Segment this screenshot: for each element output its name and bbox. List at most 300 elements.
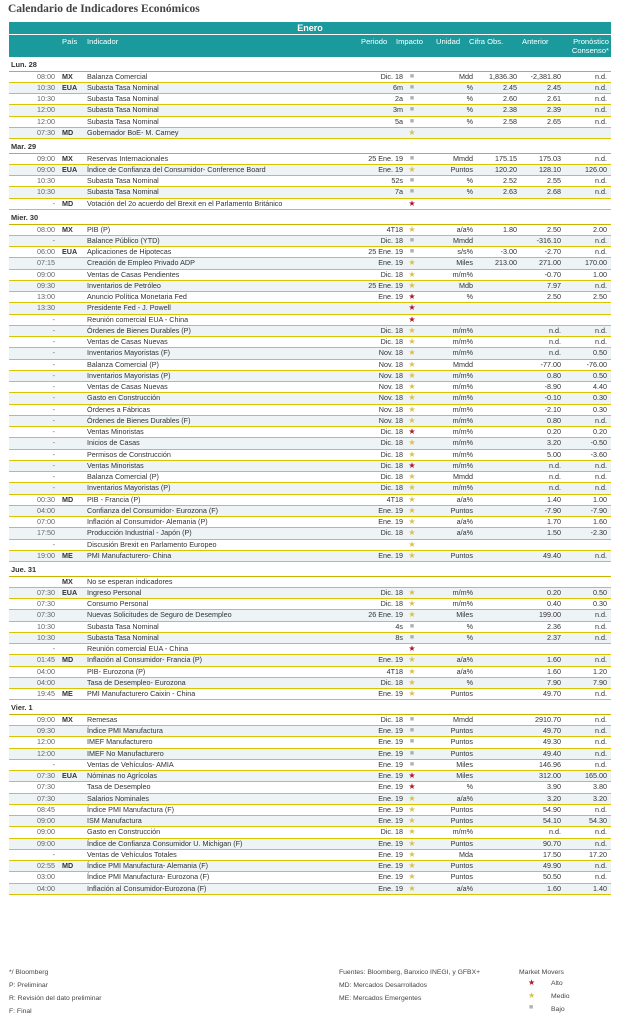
row-time: 17:50 [37,528,55,538]
header-cifra: Cifra Obs. [469,37,504,46]
row-indicador: Índice PMI Manufactura- Eurozona (F) [87,872,210,882]
row-pais: MD [62,127,74,137]
row-anterior: 3.20 [547,438,561,448]
row-indicador: Gobernador BoE- M. Carney [87,127,179,137]
table-row [9,360,611,371]
row-indicador: ISM Manufactura [87,816,142,826]
row-indicador: PIB (P) [87,224,111,234]
row-periodo: Dic. 18 [380,460,403,470]
row-indicador: Inflación al Consumidor-Eurozona (F) [87,883,207,893]
row-anterior: 7.90 [547,677,561,687]
row-anterior: -8.90 [544,382,561,392]
row-anterior: 49.70 [543,726,561,736]
table-row [9,726,611,737]
impact-medium-star-icon: ★ [408,838,416,848]
row-time: - [52,427,55,437]
row-indicador: Subasta Tasa Nominal [87,187,159,197]
row-pronostico: n.d. [595,116,607,126]
impact-medium-star-icon: ★ [408,393,416,403]
row-anterior: 175.03 [539,153,561,163]
row-unidad: % [466,105,473,115]
row-pronostico: n.d. [595,325,607,335]
row-anterior: 1.60 [547,655,561,665]
row-cifra-obs: 175.15 [495,153,517,163]
table-row [9,117,611,128]
row-pronostico: n.d. [595,714,607,724]
row-unidad: % [466,632,473,642]
impact-low-icon: ■ [409,760,415,768]
row-anterior: -77.00 [540,359,561,369]
impact-medium-star-icon: ★ [408,404,416,414]
table-row [9,839,611,850]
table-row [9,599,611,610]
table-row [9,540,611,551]
row-time: 08:00 [37,224,55,234]
row-indicador: IMEF Manufacturero [87,737,153,747]
row-periodo: Dic. 18 [380,599,403,609]
row-time: 04:00 [37,505,55,515]
row-periodo: Dic. 18 [380,438,403,448]
row-time: 07:00 [37,517,55,527]
row-periodo: Dic. 18 [380,71,403,81]
row-anterior: 0.80 [547,370,561,380]
legend-title: Market Movers [519,969,564,976]
row-pronostico: 0.50 [593,587,607,597]
row-pais: MX [62,71,73,81]
row-periodo: Dic. 18 [380,325,403,335]
impact-low-icon: ■ [409,188,415,196]
table-row [9,588,611,599]
row-anterior: n.d. [549,827,561,837]
row-pronostico: n.d. [595,621,607,631]
row-periodo: 4T18 [386,224,403,234]
row-pronostico: n.d. [595,235,607,245]
row-anterior: 1.60 [547,666,561,676]
row-pais: MX [62,224,73,234]
row-time: 07:30 [37,610,55,620]
row-indicador: Reunión comercial EUA - China [87,314,189,324]
row-pronostico: n.d. [595,105,607,115]
row-pronostico: n.d. [595,861,607,871]
table-row [9,337,611,348]
impact-low-icon: ■ [409,72,415,80]
row-pronostico: -76.00 [586,359,607,369]
row-indicador: Producción Industrial - Japón (P) [87,528,192,538]
row-anterior: -2.70 [544,247,561,257]
row-pronostico: 3.20 [593,793,607,803]
table-row [9,416,611,427]
row-cifra-obs: 2.45 [503,82,517,92]
row-pais: MD [62,494,74,504]
row-pais: EUA [62,771,78,781]
row-indicador: Votación del 2o acuerdo del Brexit en el Parlamento Británico [87,198,283,208]
row-periodo: Dic. 18 [380,587,403,597]
row-periodo: Ene. 19 [378,258,403,268]
day-header: Mar. 29 [9,141,611,154]
row-unidad: m/m% [452,438,473,448]
table-row [9,382,611,393]
impact-medium-star-icon: ★ [408,587,416,597]
row-time: 04:00 [37,883,55,893]
row-indicador: Ventas Minoristas [87,460,144,470]
footnote-me: ME: Mercados Emergentes [339,995,422,1002]
table-row [9,805,611,816]
row-pais: EUA [62,82,78,92]
row-periodo: 4T18 [386,494,403,504]
header-unidad: Unidad [436,37,461,46]
row-unidad: m/m% [452,483,473,493]
row-unidad: Miles [456,258,473,268]
row-pronostico: n.d. [595,337,607,347]
row-periodo: Ene. 19 [378,793,403,803]
row-anterior: 49.30 [543,737,561,747]
impact-medium-star-icon: ★ [408,382,416,392]
row-periodo: Ene. 19 [378,737,403,747]
impact-medium-star-icon: ★ [408,517,416,527]
row-pronostico: 0.50 [593,348,607,358]
row-anterior: 3.90 [547,782,561,792]
row-indicador: Presidente Fed - J. Powell [87,303,171,313]
row-time: 13:30 [37,303,55,313]
row-unidad: Puntos [450,838,473,848]
impact-medium-star-icon: ★ [408,449,416,459]
row-indicador: Índice PMI Manufactura- Alemania (F) [87,861,209,871]
row-indicador: Confianza del Consumidor- Eurozona (F) [87,505,219,515]
row-unidad: Puntos [450,737,473,747]
row-unidad: Mdd [459,71,473,81]
table-row [9,281,611,292]
row-cifra-obs: 2.58 [503,116,517,126]
row-pais: MX [62,153,73,163]
row-pronostico: 165.00 [585,771,607,781]
row-pais: ME [62,689,73,699]
row-time: 08:00 [37,71,55,81]
footnote-sources: Fuentes: Bloomberg, Banxico INEGI, y GFBX+ [339,969,481,976]
row-indicador: Reservas Internacionales [87,153,169,163]
row-indicador: Órdenes de Bienes Durables (F) [87,415,191,425]
row-indicador: Subasta Tasa Nominal [87,82,159,92]
row-anterior: 3.20 [547,793,561,803]
impact-medium-star-icon: ★ [408,883,416,893]
row-pronostico: 126.00 [585,164,607,174]
row-periodo: 7a [395,187,403,197]
row-anterior: 49.70 [543,689,561,699]
row-pronostico: -0.50 [590,438,607,448]
row-anterior: 199.00 [539,610,561,620]
table-row [9,794,611,805]
row-anterior: n.d. [549,460,561,470]
row-anterior: 54.90 [543,804,561,814]
row-time: 09:00 [37,827,55,837]
row-cifra-obs: 2.38 [503,105,517,115]
row-pronostico: n.d. [595,280,607,290]
row-time: 07:15 [37,258,55,268]
row-periodo: Ene. 19 [378,164,403,174]
row-indicador: Subasta Tasa Nominal [87,176,159,186]
row-anterior: 271.00 [539,258,561,268]
row-unidad: Mmdd [453,235,473,245]
row-unidad: m/m% [452,337,473,347]
row-pronostico: -7.90 [590,505,607,515]
row-time: - [52,235,55,245]
row-pronostico: n.d. [595,804,607,814]
row-periodo: Ene. 19 [378,804,403,814]
row-periodo: Nov. 18 [378,359,403,369]
header-indicador: Indicador [87,37,119,46]
row-time: - [52,337,55,347]
row-time: 12:00 [37,105,55,115]
day-header: Mier. 30 [9,212,611,225]
row-time: 04:00 [37,666,55,676]
row-time: - [52,348,55,358]
row-periodo: Ene. 19 [378,655,403,665]
row-anterior: 0.20 [547,427,561,437]
row-indicador: IMEF No Manufacturero [87,748,164,758]
impact-medium-star-icon: ★ [408,359,416,369]
table-row [9,667,611,678]
impact-high-star-icon: ★ [408,314,416,324]
table-row [9,715,611,726]
row-unidad: Miles [456,610,473,620]
row-pronostico: n.d. [595,483,607,493]
row-pronostico: 1.40 [593,883,607,893]
row-anterior: -316.10 [536,235,561,245]
row-periodo: Nov. 18 [378,404,403,414]
row-time: - [52,370,55,380]
row-pais: MD [62,655,74,665]
row-anterior: 2.50 [547,224,561,234]
row-pronostico: n.d. [595,872,607,882]
impact-medium-star-icon: ★ [408,269,416,279]
table-row [9,749,611,760]
row-time: 07:30 [37,127,55,137]
row-pronostico: 1.20 [593,666,607,676]
table-row [9,128,611,139]
row-indicador: Ventas de Vehículos- AMIA [87,759,174,769]
impact-low-icon: ■ [409,83,415,91]
impact-medium-star-icon: ★ [408,258,416,268]
row-anterior: 2.50 [547,292,561,302]
table-row [9,577,611,588]
table-row [9,427,611,438]
row-indicador: Ventas Minoristas [87,427,144,437]
row-pronostico: 1.60 [593,517,607,527]
impact-high-star-icon: ★ [408,460,416,470]
row-pronostico: 2.50 [593,292,607,302]
row-time: 07:30 [37,771,55,781]
impact-high-star-icon: ★ [408,198,416,208]
row-time: - [52,404,55,414]
row-indicador: Subasta Tasa Nominal [87,105,159,115]
row-time: - [52,393,55,403]
table-row [9,303,611,314]
row-pronostico: n.d. [595,610,607,620]
row-time: 10:30 [37,632,55,642]
row-unidad: % [466,677,473,687]
row-pronostico: 0.50 [593,370,607,380]
impact-medium-star-icon: ★ [408,127,416,137]
impact-medium-star-icon: ★ [408,280,416,290]
row-indicador: Permisos de Construcción [87,449,171,459]
row-unidad: Puntos [450,726,473,736]
row-pais: EUA [62,587,78,597]
table-row [9,472,611,483]
row-periodo: 26 Ene. 19 [368,610,403,620]
impact-high-star-icon: ★ [408,303,416,313]
row-periodo: 5a [395,116,403,126]
row-pronostico: 0.30 [593,404,607,414]
row-time: 08:45 [37,804,55,814]
row-pronostico: 7.90 [593,677,607,687]
row-periodo: Ene. 19 [378,872,403,882]
row-pronostico: 4.40 [593,382,607,392]
row-indicador: PMI Manufacturero Caixin - China [87,689,196,699]
row-indicador: Gasto en Construcción [87,827,161,837]
row-time: 12:00 [37,116,55,126]
table-row [9,461,611,472]
row-unidad: m/m% [452,427,473,437]
row-indicador: Balance Público (YTD) [87,235,160,245]
row-time: 19:00 [37,550,55,560]
row-anterior: 1.70 [547,517,561,527]
table-row [9,827,611,838]
row-indicador: Nóminas no Agrícolas [87,771,157,781]
row-unidad: m/m% [452,393,473,403]
row-unidad: m/m% [452,269,473,279]
row-unidad: Puntos [450,748,473,758]
row-pronostico: n.d. [595,460,607,470]
row-time: - [52,415,55,425]
row-indicador: Reunión comercial EUA - China [87,644,189,654]
row-periodo: Ene. 19 [378,550,403,560]
row-cifra-obs: 1,836.30 [489,71,517,81]
row-anterior: 2.55 [547,176,561,186]
table-row [9,737,611,748]
row-periodo: 25 Ene. 19 [368,280,403,290]
row-indicador: Tasa de Desempleo [87,782,151,792]
table-row [9,393,611,404]
row-unidad: % [466,82,473,92]
impact-medium-star-icon: ★ [408,655,416,665]
row-pronostico: n.d. [595,550,607,560]
row-anterior: 2.39 [547,105,561,115]
footnote-revision: R: Revisión del dato preliminar [9,995,102,1002]
row-pronostico: n.d. [595,726,607,736]
row-unidad: Puntos [450,804,473,814]
day-header: Lun. 28 [9,59,611,72]
row-anterior: 2.61 [547,94,561,104]
row-time: - [52,539,55,549]
row-pronostico: n.d. [595,82,607,92]
row-time: 09:00 [37,838,55,848]
row-periodo: Ene. 19 [378,748,403,758]
row-time: 09:00 [37,164,55,174]
table-row [9,528,611,539]
row-time: - [52,759,55,769]
row-unidad: Mmdd [453,153,473,163]
row-indicador: Inflación al Consumidor- Alemania (P) [87,517,208,527]
row-unidad: m/m% [452,449,473,459]
row-unidad: Puntos [450,505,473,515]
row-periodo: Dic. 18 [380,714,403,724]
row-unidad: m/m% [452,415,473,425]
row-periodo: Nov. 18 [378,348,403,358]
row-pronostico: 2.00 [593,224,607,234]
table-row [9,405,611,416]
day-header: Vier. 1 [9,702,611,715]
row-pais: MX [62,576,73,586]
footnote-md: MD: Mercados Desarrollados [339,982,428,989]
row-indicador: Balanza Comercial (P) [87,472,159,482]
row-unidad: Mmdd [453,359,473,369]
row-anterior: 2.45 [547,82,561,92]
row-unidad: m/m% [452,587,473,597]
impact-medium-star-icon: ★ [408,816,416,826]
row-time: 10:30 [37,176,55,186]
row-indicador: Subasta Tasa Nominal [87,116,159,126]
row-time: 03:00 [37,872,55,882]
table-row [9,199,611,210]
table-row [9,622,611,633]
table-row [9,270,611,281]
row-pronostico: 0.30 [593,599,607,609]
row-indicador: Creación de Empleo Privado ADP [87,258,195,268]
row-periodo: Dic. 18 [380,235,403,245]
row-anterior: 49.40 [543,550,561,560]
row-pronostico: 0.30 [593,393,607,403]
impact-medium-star-icon: ★ [408,689,416,699]
table-row [9,326,611,337]
table-row [9,861,611,872]
row-unidad: % [466,187,473,197]
row-pronostico: n.d. [595,71,607,81]
row-anterior: n.d. [549,483,561,493]
row-time: 09:00 [37,153,55,163]
impact-low-icon: ■ [409,727,415,735]
row-time: 10:30 [37,94,55,104]
row-indicador: No se esperan indicadores [87,576,173,586]
row-time: - [52,325,55,335]
row-time: - [52,198,55,208]
row-indicador: Aplicaciones de Hipotecas [87,247,172,257]
page-title: Calendario de Indicadores Económicos [8,3,200,15]
row-time: 09:00 [37,816,55,826]
row-unidad: Mmdd [453,714,473,724]
impact-low-icon: ■ [409,738,415,746]
row-unidad: Puntos [450,872,473,882]
impact-medium-star-icon: ★ [408,472,416,482]
row-anterior: -0.70 [544,269,561,279]
row-anterior: -0.10 [544,393,561,403]
impact-medium-star-icon: ★ [408,348,416,358]
row-anterior: 1.40 [547,494,561,504]
row-periodo: 8s [395,632,403,642]
row-indicador: Ventas de Casas Pendientes [87,269,180,279]
row-unidad: Puntos [450,550,473,560]
row-unidad: m/m% [452,348,473,358]
table-row [9,816,611,827]
impact-medium-star-icon: ★ [408,677,416,687]
row-anterior: 2.36 [547,621,561,631]
row-pronostico: n.d. [595,632,607,642]
row-indicador: PIB- Eurozona (P) [87,666,146,676]
row-indicador: Índice de Confianza del Consumidor- Conference Board [87,164,266,174]
row-periodo: Ene. 19 [378,849,403,859]
table-row [9,315,611,326]
row-periodo: 6m [393,82,403,92]
table-row [9,872,611,883]
row-pronostico: n.d. [595,415,607,425]
